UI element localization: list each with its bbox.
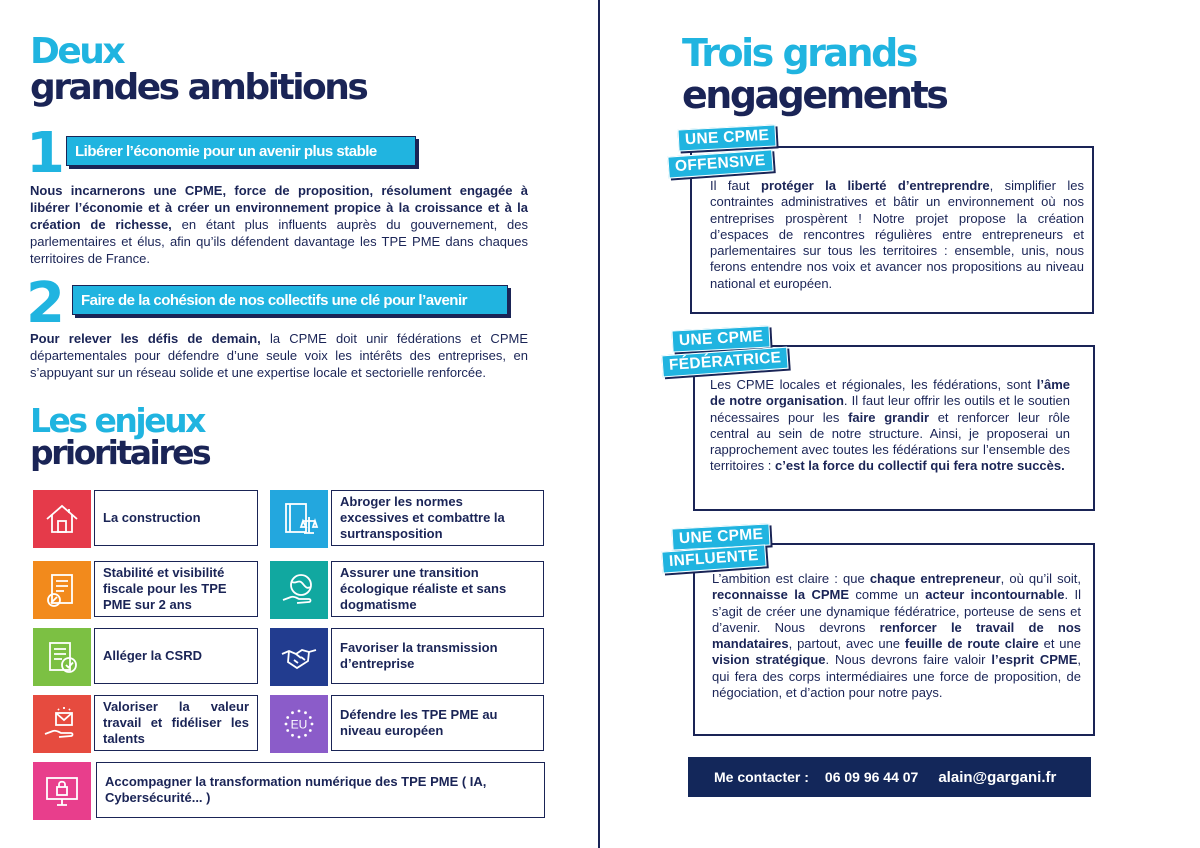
seg: feuille de route claire bbox=[904, 636, 1039, 652]
globe-hand-icon bbox=[270, 561, 328, 619]
eu-flag-icon bbox=[270, 695, 328, 753]
heading-grandes-ambitions: grandes ambitions bbox=[30, 67, 367, 108]
enjeu-label-6: Favoriser la transmission d’entreprise bbox=[340, 640, 498, 671]
ambition-title-1: Libérer l’économie pour un avenir plus stable bbox=[66, 136, 416, 166]
enjeu-label-7: Valoriser la valeur travail et fidéliser les talents bbox=[103, 699, 249, 746]
heading-engagements: engagements bbox=[682, 73, 947, 117]
hand-envelope-icon bbox=[33, 695, 91, 753]
enjeu-box-4 bbox=[331, 561, 544, 617]
heading-les-enjeux: Les enjeux bbox=[30, 401, 204, 440]
ambition-text-2-bold: Pour relever les défis de demain, bbox=[30, 331, 261, 346]
ambition-text-1-rest: en étant plus influents auprès du gouvernement, des parlementaires et élus, afin qu’ils défendent davantage les TPE PME dans chaques territoires de France. bbox=[30, 217, 528, 266]
engagement-label-1b: OFFENSIVE bbox=[667, 149, 773, 178]
seg: . Il s’agit de créer une dynamique fédératrice, porteuse de sens et d’avenir. Nous devrons bbox=[712, 587, 1081, 635]
seg: renforcer le travail de nos mandataires bbox=[712, 619, 1082, 652]
enjeu-label-2: Abroger les normes excessives et combattre la surtransposition bbox=[340, 494, 505, 541]
enjeu-box-2 bbox=[331, 490, 544, 546]
seg: comme un bbox=[849, 587, 926, 603]
enjeu-box-6 bbox=[331, 628, 544, 684]
enjeu-box-9 bbox=[96, 762, 545, 818]
engagement-label-3b: INFLUENTE bbox=[661, 544, 766, 573]
enjeu-label-5: Alléger la CSRD bbox=[103, 648, 202, 663]
enjeu-label-3: Stabilité et visibilité fiscale pour les TPE PME sur 2 ans bbox=[103, 565, 227, 612]
engagement-label-1a: UNE CPME bbox=[677, 124, 776, 151]
handshake-icon bbox=[270, 628, 328, 686]
engagement-label-2b: FÉDÉRATRICE bbox=[661, 347, 789, 378]
seg: Il faut bbox=[710, 178, 762, 193]
enjeu-box-3 bbox=[94, 561, 258, 617]
ambition-text-2-rest: la CPME doit unir fédérations et CPME départementales pour défendre d’une seule voix les intérêts des entreprises, en s’appuyant sur un réseau solide et une expertise locale et sectorielle renforcée. bbox=[30, 331, 528, 380]
contact-email[interactable]: alain@gargani.fr bbox=[938, 768, 1057, 786]
engagement-label-3a: UNE CPME bbox=[671, 523, 770, 550]
heading-deux: Deux bbox=[30, 31, 124, 72]
enjeu-box-7 bbox=[94, 695, 258, 751]
seg: , qui fera des corps intermédiaires une force de proposition, de négociation, et d’action pour notre pays. bbox=[712, 652, 1082, 701]
seg: faire grandir bbox=[848, 409, 930, 425]
seg: L’ambition est claire : que bbox=[712, 571, 870, 586]
enjeu-label-1: La construction bbox=[103, 510, 201, 525]
ambition-number-1: 1 bbox=[26, 121, 65, 186]
contact-bar bbox=[688, 757, 1091, 797]
enjeu-box-1 bbox=[94, 490, 258, 546]
eu-badge: EU bbox=[290, 717, 308, 732]
seg: . Nous devrons faire valoir bbox=[825, 652, 992, 668]
ambition-number-2: 2 bbox=[26, 271, 65, 336]
seg: l’esprit CPME bbox=[991, 652, 1078, 668]
ambition-title-2: Faire de la cohésion de nos collectifs une clé pour l’avenir bbox=[72, 285, 508, 315]
seg: et une bbox=[1038, 636, 1082, 652]
engagement-text-1 bbox=[710, 178, 1084, 292]
seg: c’est la force du collectif qui fera notre succès. bbox=[775, 458, 1065, 474]
engagement-text-2 bbox=[710, 377, 1070, 475]
ambition-text-2 bbox=[30, 330, 528, 381]
heading-trois-grands: Trois grands bbox=[682, 31, 916, 75]
seg: reconnaisse la CPME bbox=[712, 587, 850, 603]
ambition-text-1-bold: Nous incarnerons une CPME, force de proposition, résolument engagée à libérer l’économie et à créer un environnement propice à la croissance et à la création de richesse, bbox=[30, 183, 528, 232]
law-book-icon bbox=[270, 490, 328, 548]
seg: chaque entrepreneur bbox=[869, 571, 1001, 586]
enjeu-label-8: Défendre les TPE PME au niveau européen bbox=[340, 707, 498, 738]
ambition-text-1 bbox=[30, 182, 528, 267]
seg: , simplifier les contraintes administratives et bâtir un environnement où nos entreprises prospèrent ! Notre projet propose la création d’espaces de rencontres régulières entre entrepreneurs et parlementaires sur tous les territoires : ensemble, unis, nous ferons entendre nos voix et avancer nos propositions au niveau national et européen. bbox=[710, 178, 1084, 291]
enjeu-label-4: Assurer une transition écologique réaliste et sans dogmatisme bbox=[340, 565, 507, 612]
engagement-label-2a: UNE CPME bbox=[671, 325, 770, 352]
contact-phone[interactable]: 06 09 96 44 07 bbox=[824, 769, 919, 785]
contact-label: Me contacter : bbox=[714, 769, 809, 785]
seg: . Il faut leur offrir les outils et le soutien nécessaires pour les bbox=[710, 393, 1070, 425]
seg: protéger la liberté d’entreprendre bbox=[761, 178, 990, 193]
seg: , partout, avec une bbox=[788, 636, 905, 652]
enjeu-box-8 bbox=[331, 695, 544, 751]
engagement-text-3 bbox=[712, 571, 1081, 701]
computer-lock-icon bbox=[33, 762, 91, 820]
seg: vision stratégique bbox=[712, 652, 826, 668]
enjeu-label-9: Accompagner la transformation numérique des TPE PME ( IA, Cybersécurité... ) bbox=[105, 774, 487, 805]
page-divider bbox=[598, 0, 600, 848]
house-icon bbox=[33, 490, 91, 548]
seg: acteur incontournable bbox=[925, 587, 1065, 603]
checklist-icon bbox=[33, 628, 91, 686]
seg: , où qu’il soit, bbox=[1000, 571, 1082, 586]
heading-prioritaires: prioritaires bbox=[30, 433, 210, 472]
seg: et renforcer leur rôle central au sein de notre structure. Ainsi, je proposerai un rapprochement avec toutes les fédérations sur l’ensemble des territoires : bbox=[710, 409, 1070, 474]
tax-document-icon bbox=[33, 561, 91, 619]
seg: Les CPME locales et régionales, les fédérations, sont bbox=[710, 377, 1037, 392]
enjeu-box-5 bbox=[94, 628, 258, 684]
seg: l’âme de notre organisation bbox=[710, 377, 1070, 409]
